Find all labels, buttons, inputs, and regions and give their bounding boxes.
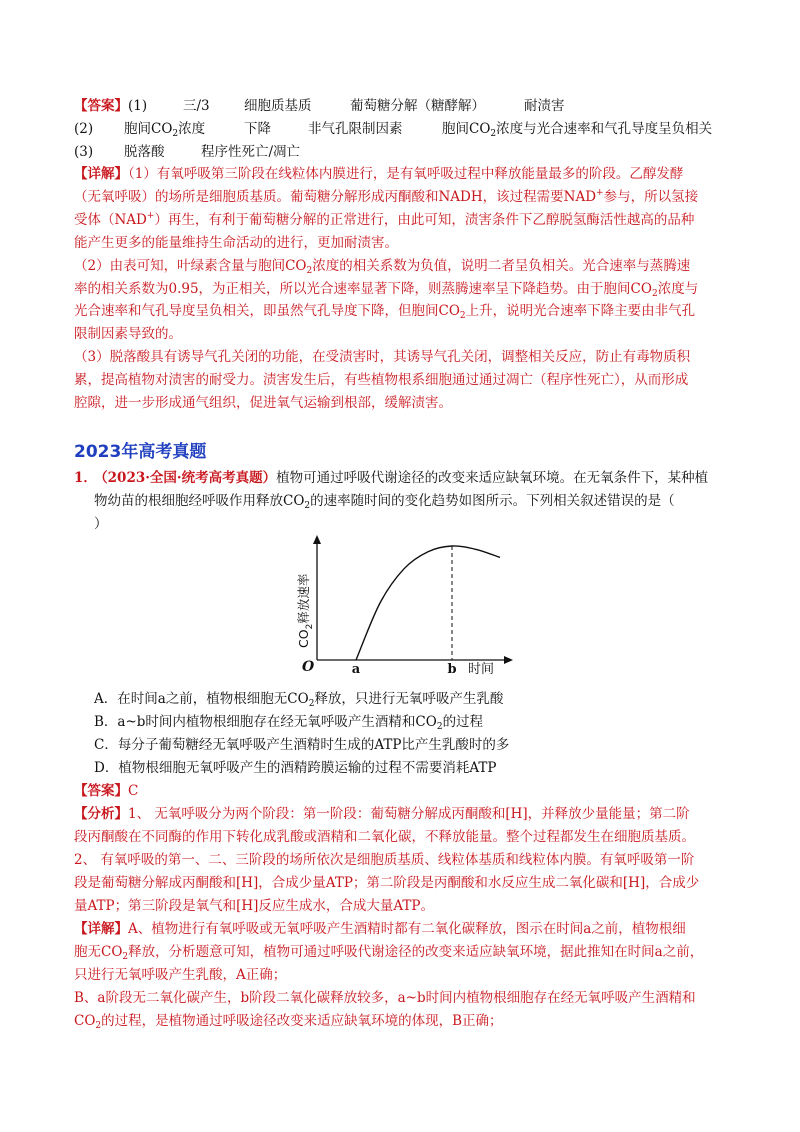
detail-a-line-1 <box>74 920 686 938</box>
co2-rate-curve <box>356 546 500 660</box>
detail-3-text-1: （3）脱落酸具有诱导气孔关闭的功能，在受渍害时，其诱导气孔关闭，调整相关反应，防止有毒物质积 <box>74 349 691 365</box>
answer-3-a: 脱落酸 <box>124 144 165 160</box>
detail-b-text-2a: CO <box>74 1013 96 1029</box>
detail-1-text-4: 能产生更多的能量维持生命活动的进行，更加耐渍害。 <box>74 235 398 251</box>
answer2-value: C <box>128 783 139 799</box>
detail-2-text-4: 限制因素导致的。 <box>74 326 182 342</box>
question-sub-2: 2 <box>304 501 311 511</box>
answer-2-d-co: CO <box>469 121 491 137</box>
detail-a-text-1: A、植物进行有氧呼吸或无氧呼吸产生酒精时都有二氧化碳释放，图示在时间a之前，植物根细 <box>128 921 686 937</box>
detail-b-line-1 <box>74 989 696 1007</box>
detail-2-text-2b: 浓度与 <box>657 281 699 297</box>
answer-line <box>74 782 138 800</box>
svg-text:CO2释放速率 <box>296 573 315 648</box>
question-source: （2023·全国·统考高考真题） <box>100 470 277 486</box>
detail-3-text-3: 腔隙，进一步形成通气组织，促进氧气运输到根部，缓解渍害。 <box>74 395 452 411</box>
answer-line-2 <box>74 120 713 139</box>
question-line-1 <box>74 469 708 487</box>
detail-2-text-1b: 浓度的相关系数为负值，说明二者呈负相关。光合速率与蒸腾速 <box>312 258 691 274</box>
analysis-2-line-3 <box>74 897 434 915</box>
question-number: 1． <box>74 470 97 486</box>
detail-2-line-4 <box>74 325 182 343</box>
question-line-3 <box>94 515 108 533</box>
answer-2-d-sub: 2 <box>490 129 497 139</box>
detail-2-co-1: CO <box>285 258 307 274</box>
detail-b-sub: 2 <box>95 1021 102 1031</box>
detail-1-text-1: （1）有氧呼吸第三阶段在线粒体内膜进行，是有氧呼吸过程中释放能量最多的阶段。乙醇发酵 <box>128 166 684 182</box>
analysis-1-text-1: 1、 无氧呼吸分为两个阶段：第一阶段：葡萄糖分解成丙酮酸和[H]，并释放少量能量；第二阶 <box>128 806 690 822</box>
analysis-2-line-2 <box>74 874 699 892</box>
question-text-3: ） <box>94 516 108 532</box>
detail-1-line-2 <box>74 188 698 206</box>
detail-2-text-1a: （2）由表可知，叶绿素含量与胞间 <box>74 258 286 274</box>
detail-2-text-3a: 光合速率和气孔导度呈负相关，即虽然气孔导度下降，但胞间CO <box>74 303 460 319</box>
detail-1-text-2a: （无氧呼吸）的场所是细胞质基质。葡萄糖分解形成丙酮酸和NADH，该过程需要NAD <box>74 189 597 205</box>
analysis-2-line-1 <box>74 851 694 869</box>
answer-1-d: 耐渍害 <box>524 98 565 114</box>
y-axis-label <box>296 573 315 648</box>
analysis-2-text-2: 段是葡萄糖分解成丙酮酸和[H]，合成少量ATP；第二阶段是丙酮酸和水反应生成二氧化碳和[H]，合成少 <box>74 875 700 891</box>
tick-a-label: a <box>351 662 361 677</box>
x-axis-arrow <box>504 656 513 664</box>
answer-2-d-pre: 胞间 <box>442 121 469 137</box>
answer-label: 【答案】 <box>74 98 128 114</box>
detail-3-line-1 <box>74 348 690 366</box>
detail-1-text-2b: 参与，所以氢接 <box>603 189 699 205</box>
detail-2-sub-2: 2 <box>651 289 658 299</box>
detail-2-sub-1: 2 <box>306 266 313 276</box>
detail-b-text-2b: 的过程，是植物通过呼吸途径改变来适应缺氧环境的体现，B正确； <box>101 1013 503 1029</box>
detail-2-line-1 <box>74 257 690 275</box>
answer-2-a-post: 浓度 <box>178 121 206 137</box>
analysis-1-line-1 <box>74 805 690 823</box>
question-text-1: 植物可通过呼吸代谢途径的改变来适应缺氧环境。在无氧条件下，某种植 <box>276 470 709 486</box>
option-a-text-1: A．在时间a之前，植物根细胞无CO <box>94 691 309 707</box>
y-label-text: 释放速率 <box>296 573 311 624</box>
answer-3-number: (3) <box>74 144 94 160</box>
detail-3-text-2: 累，提高植物对渍害的耐受力。渍害发生后，有些植物根系细胞通过通过凋亡（程序性死亡），从而形成 <box>74 372 689 388</box>
analysis-2-text-1: 2、 有氧呼吸的第一、二、三阶段的场所依次是细胞质基质、线粒体基质和线粒体内膜。有氧呼吸第一阶 <box>74 852 695 868</box>
answer-2-a-sub: 2 <box>172 129 179 139</box>
y-label-co: CO <box>296 629 311 648</box>
detail-3-line-3 <box>74 394 452 412</box>
answer-3-b: 程序性死亡/凋亡 <box>201 144 301 160</box>
co2-release-chart <box>280 530 520 680</box>
detail-2-sub-3: 2 <box>459 311 466 321</box>
detail-a-line-2 <box>74 943 703 961</box>
analysis-2-text-3: 量ATP；第三阶段是氧气和[H]反应生成水，合成大量ATP。 <box>74 898 435 914</box>
origin-label: O <box>302 659 315 675</box>
detail-1-line-4 <box>74 234 398 252</box>
answer-1-number: (1) <box>128 98 148 114</box>
detail-b-line-2 <box>74 1012 503 1030</box>
analysis-label: 【分析】 <box>74 806 128 822</box>
detail-label: 【详解】 <box>74 166 128 182</box>
answer-2-b: 下降 <box>244 121 271 137</box>
detail-a-text-3: 只进行无氧呼吸产生乳酸，A正确； <box>74 967 287 983</box>
option-d: D．植物根细胞无氧呼吸产生的酒精跨膜运输的过程不需要消耗ATP <box>94 760 497 776</box>
answer-1-c: 葡萄糖分解（糖酵解） <box>350 98 485 114</box>
question-text-2a: 物幼苗的根细胞经呼吸作用释放CO <box>94 493 305 509</box>
detail-a-sub: 2 <box>122 952 129 962</box>
section-heading: 2023年高考真题 <box>74 442 207 462</box>
answer-line-1 <box>74 97 565 115</box>
answer-2-a-co: CO <box>151 121 173 137</box>
question-text-2b: 的速率随时间的变化趋势如图所示。下列相关叙述错误的是（ <box>310 493 675 509</box>
detail-2-text-3b: 上升，说明光合速率下降主要由非气孔 <box>465 303 696 319</box>
detail-a-text-2a: 胞无CO <box>74 944 123 960</box>
answer-2-d-post: 浓度与光合速率和气孔导度呈负相关 <box>496 121 713 137</box>
option-b-sub: 2 <box>436 722 443 732</box>
detail2-label: 【详解】 <box>74 921 128 937</box>
option-b-text-2: 的过程 <box>442 714 484 730</box>
detail-1-text-3b: ）再生，有利于葡萄糖分解的正常进行，由此可知，渍害条件下乙醇脱氢酶活性越高的品种 <box>154 212 695 228</box>
detail-b-text-1: B、a阶段无二氧化碳产生，b阶段二氧化碳释放较多，a~b时间内植物根细胞存在经无氧呼吸产生酒精和 <box>74 990 696 1006</box>
detail-a-line-3 <box>74 966 286 984</box>
detail-2-line-3 <box>74 302 695 320</box>
answer-line-3 <box>74 143 301 161</box>
option-c: C．每分子葡萄糖经无氧呼吸产生酒精时生成的ATP比产生乳酸时的多 <box>94 737 510 753</box>
answer-2-a-pre: 胞间 <box>124 121 151 137</box>
analysis-1-text-2: 段丙酮酸在不同酶的作用下转化成乳酸或酒精和二氧化碳，不释放能量。整个过程都发生在细胞质基质。 <box>74 829 695 845</box>
option-b <box>94 713 483 731</box>
question-line-2 <box>94 492 675 510</box>
analysis-1-line-2 <box>74 828 695 846</box>
detail-1-sup-3: + <box>146 211 155 221</box>
detail-1-line-1 <box>74 165 683 183</box>
answer-2-c: 非气孔限制因素 <box>308 121 403 137</box>
detail-3-line-2 <box>74 371 688 389</box>
detail-a-text-2b: 释放，分析题意可知，植物可通过呼吸代谢途径的改变来适应缺氧环境，据此推知在时间a之前， <box>128 944 704 960</box>
y-axis-arrow <box>313 535 321 544</box>
x-axis-label: 时间 <box>468 662 495 677</box>
detail-2-line-2 <box>74 280 698 298</box>
option-b-text-1: B．a~b时间内植物根细胞存在经无氧呼吸产生酒精和CO <box>94 714 437 730</box>
answer2-label: 【答案】 <box>74 783 128 799</box>
detail-1-line-3 <box>74 211 694 229</box>
y-label-sub: 2 <box>305 623 315 630</box>
option-a <box>94 690 503 708</box>
answer-1-b: 细胞质基质 <box>244 98 312 114</box>
option-a-sub: 2 <box>308 699 315 709</box>
detail-2-text-2a: 率的相关系数为0.95，为正相关，所以光合速率显著下降，则蒸腾速率呈下降趋势。由于胞间CO <box>74 281 652 297</box>
answer-2-number: (2) <box>74 121 94 137</box>
answer-1-a: 三/3 <box>183 98 210 114</box>
detail-1-text-3a: 受体（NAD <box>74 212 147 228</box>
detail-1-sup-2: + <box>596 188 604 198</box>
tick-b-label: b <box>447 662 457 677</box>
option-a-text-2: 释放，只进行无氧呼吸产生乳酸 <box>314 691 504 707</box>
